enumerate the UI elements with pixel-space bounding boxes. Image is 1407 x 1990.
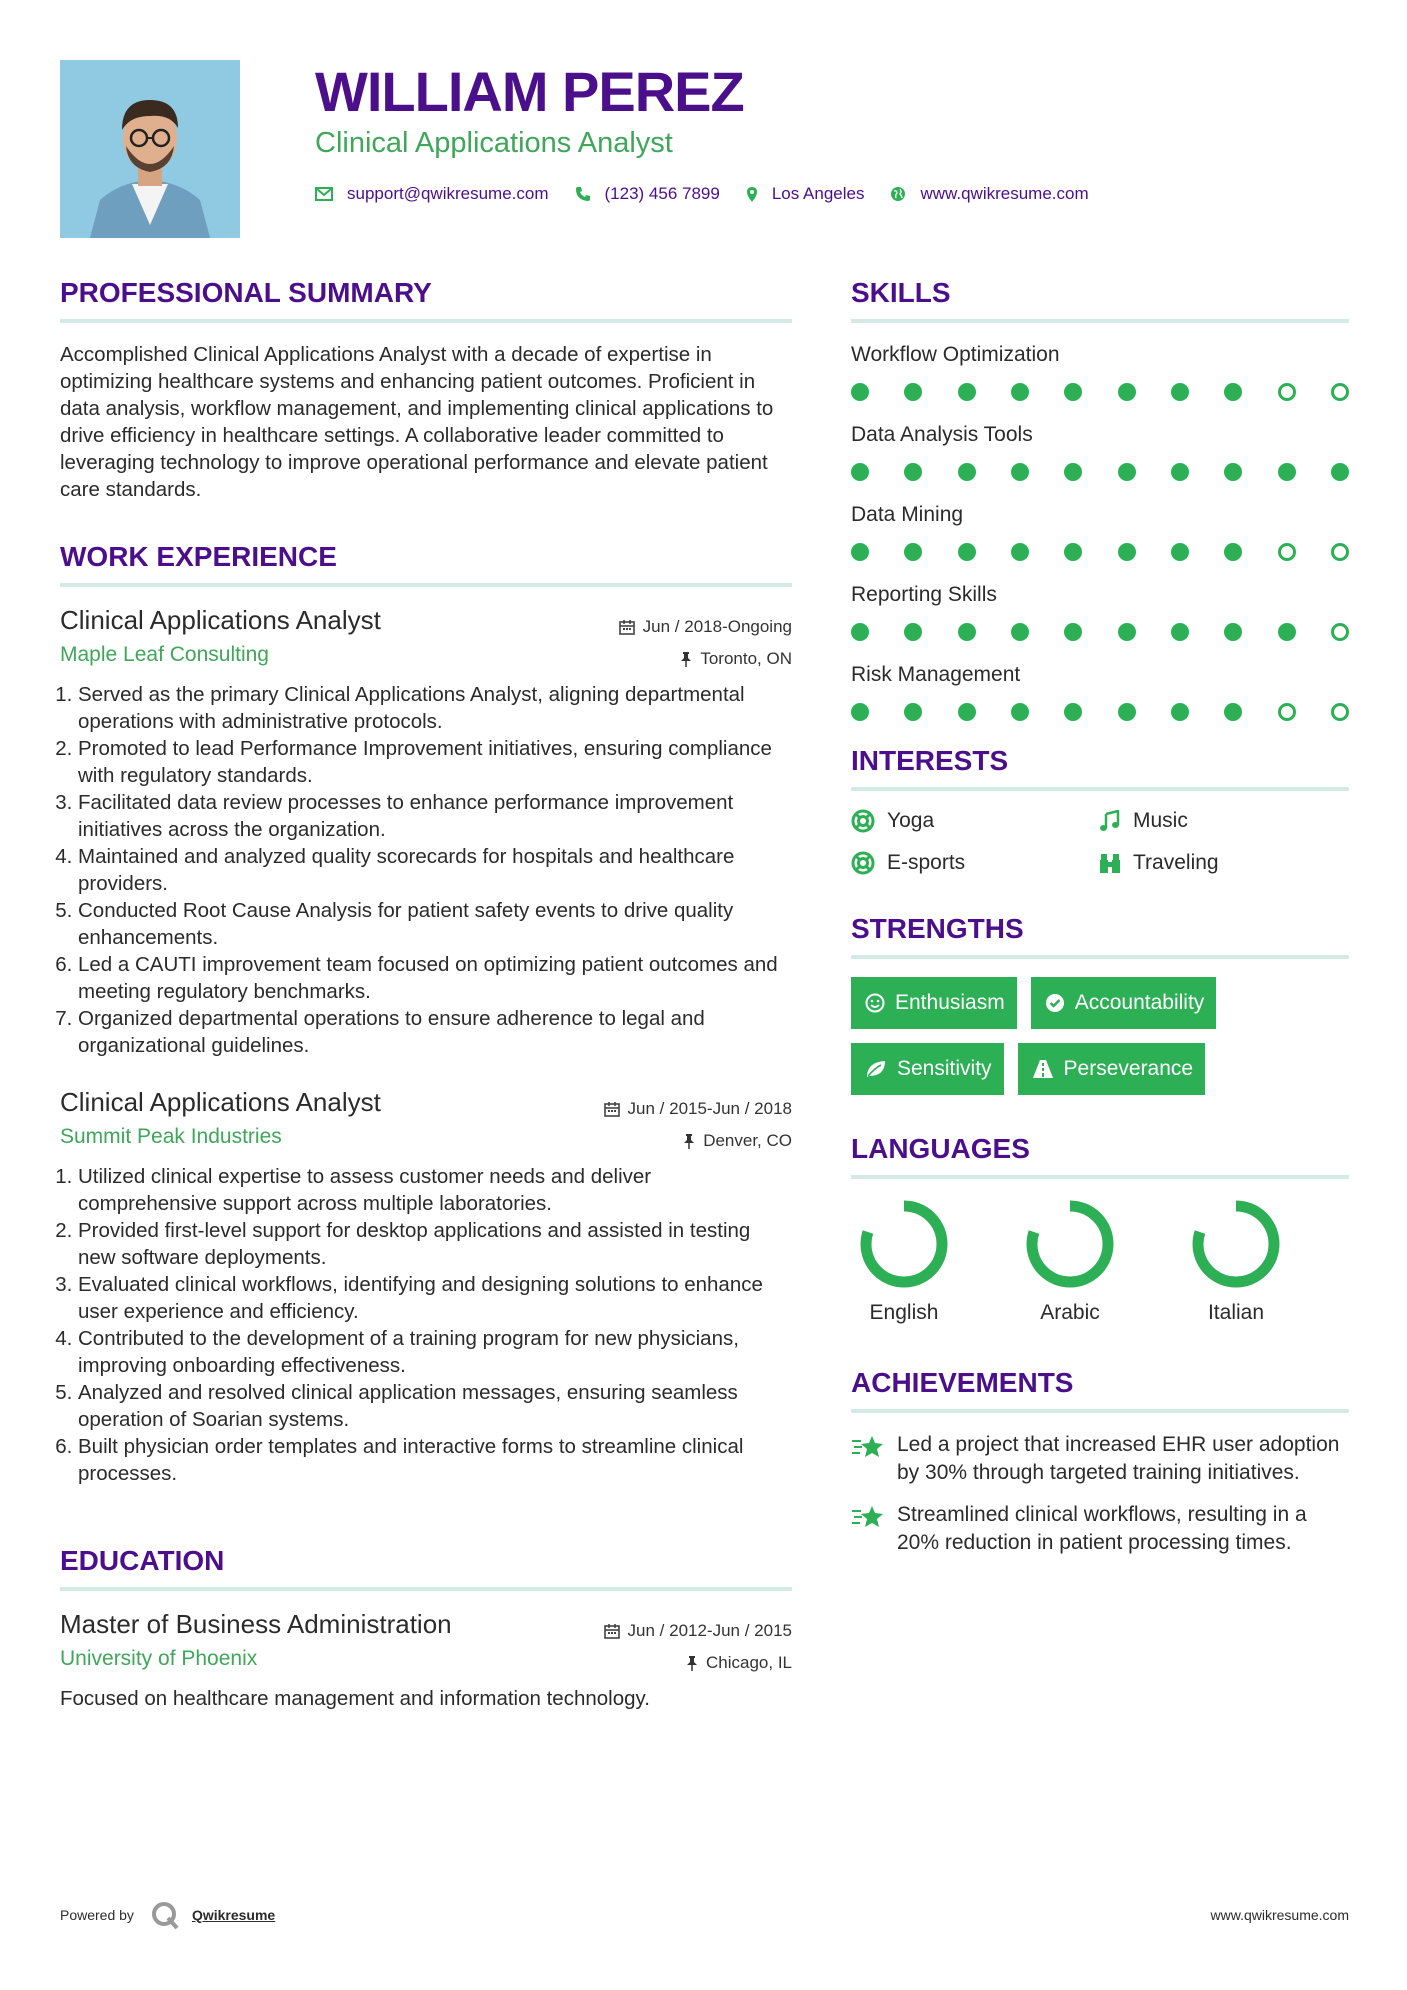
contact-location	[746, 184, 865, 204]
language-proficiency-ring	[1023, 1197, 1117, 1291]
list-item: 6. Built physician order templates and interactive forms to streamline clinical processes.	[78, 1433, 792, 1487]
skill-dot-filled	[1224, 463, 1242, 481]
skill-dot-filled	[1224, 703, 1242, 721]
skill-dot-filled	[1331, 463, 1349, 481]
list-item: 1. Utilized clinical expertise to assess customer needs and deliver comprehensive support across multiple laboratories.	[78, 1163, 792, 1217]
skill-dot-filled	[1064, 543, 1082, 561]
calendar-icon	[604, 1101, 620, 1117]
list-item: 4. Contributed to the development of a training program for new physicians, improving onboarding effectiveness.	[78, 1325, 792, 1379]
skill-dot-filled	[851, 703, 869, 721]
job-dates-text: Jun / 2018-Ongoing	[642, 617, 792, 636]
interests-heading: INTERESTS	[851, 745, 1009, 776]
strength-badge	[851, 1043, 1004, 1095]
achievements-section	[851, 1365, 1349, 1557]
job-title: Clinical Applications Analyst	[60, 605, 381, 635]
job-dates	[604, 1099, 792, 1119]
skill-dot-filled	[851, 383, 869, 401]
list-item: 4. Maintained and analyzed quality scorecards for hospitals and healthcare providers.	[78, 843, 792, 897]
interest-label: Music	[1133, 809, 1188, 832]
pushpin-icon	[680, 651, 692, 667]
skill-rating	[851, 623, 1349, 641]
job-dates	[619, 617, 792, 637]
education-location-text: Chicago, IL	[706, 1653, 792, 1672]
pushpin-icon	[683, 1133, 695, 1149]
skill-dot-filled	[1118, 703, 1136, 721]
skill-dot-filled	[1118, 383, 1136, 401]
skill-dot-filled	[1064, 383, 1082, 401]
list-item: 2. Promoted to lead Performance Improvement initiatives, ensuring compliance with regulatory standards.	[78, 735, 792, 789]
job-company: Summit Peak Industries	[60, 1125, 282, 1148]
school-name: University of Phoenix	[60, 1647, 258, 1670]
strength-label: Sensitivity	[897, 1057, 992, 1080]
skill-rating	[851, 383, 1349, 401]
skill-name: Data Mining	[851, 503, 964, 526]
list-item: 2. Provided first-level support for desktop applications and assisted in testing new software deployments.	[78, 1217, 792, 1271]
pushpin-icon	[686, 1655, 698, 1671]
education-location	[686, 1653, 792, 1673]
language-proficiency-arc	[866, 1206, 942, 1282]
summary-heading: PROFESSIONAL SUMMARY	[60, 277, 432, 308]
list-item: 6. Led a CAUTI improvement team focused on optimizing patient outcomes and meeting regulatory benchmarks.	[78, 951, 792, 1005]
strength-label: Accountability	[1074, 991, 1205, 1014]
leaf-icon	[865, 1059, 887, 1079]
interest-item	[851, 809, 1099, 833]
skill-dot-empty	[1278, 383, 1296, 401]
skill-dot-empty	[1331, 383, 1349, 401]
list-item: 1. Served as the primary Clinical Applications Analyst, aligning departmental operations with administrative protocols.	[78, 681, 792, 735]
skill-dot-filled	[1171, 463, 1189, 481]
skill-dot-filled	[851, 623, 869, 641]
skill-dot-filled	[904, 703, 922, 721]
strengths-list	[851, 977, 1321, 1095]
section-divider	[851, 955, 1349, 959]
skill-dot-empty	[1278, 703, 1296, 721]
skills-section	[851, 275, 1349, 721]
calendar-icon	[604, 1623, 620, 1639]
skill-dot-filled	[1278, 463, 1296, 481]
language-item	[851, 1197, 1017, 1325]
education-dates-text: Jun / 2012-Jun / 2015	[627, 1621, 792, 1640]
list-item: 7. Organized departmental operations to ensure adherence to legal and organizational guidelines.	[78, 1005, 792, 1059]
job-bullets	[60, 1163, 792, 1487]
footer-website[interactable]: www.qwikresume.com	[1210, 1907, 1349, 1923]
summary-text: Accomplished Clinical Applications Analyst with a decade of expertise in optimizing healthcare systems and enhancing patient outcomes. Proficient in data analysis, workflow management, and implementing clinical applications to drive efficiency in healthcare settings. A collaborative leader committed to leveraging technology to improve operational performance and elevate patient care standards.	[60, 343, 774, 501]
achievements-heading: ACHIEVEMENTS	[851, 1367, 1074, 1398]
skill-dot-filled	[1224, 383, 1242, 401]
language-proficiency-arc	[1032, 1206, 1108, 1282]
phone-text: (123) 456 7899	[604, 184, 720, 203]
section-divider	[60, 1587, 792, 1591]
skill-dot-filled	[851, 463, 869, 481]
interests-section	[851, 743, 1349, 875]
strengths-heading: STRENGTHS	[851, 913, 1024, 944]
interest-item	[1099, 851, 1347, 875]
education-heading: EDUCATION	[60, 1545, 225, 1576]
road-icon	[1032, 1059, 1054, 1079]
section-divider	[851, 787, 1349, 791]
job-title: Clinical Applications Analyst	[60, 1087, 381, 1117]
candidate-name: WILLIAM PEREZ	[315, 60, 744, 123]
skills-list	[851, 341, 1349, 721]
job-company: Maple Leaf Consulting	[60, 643, 269, 666]
skill-dot-empty	[1331, 543, 1349, 561]
language-item	[1017, 1197, 1183, 1325]
skill-dot-empty	[1331, 623, 1349, 641]
skill-dot-filled	[1118, 463, 1136, 481]
skill-dot-filled	[1064, 463, 1082, 481]
skill-dot-filled	[958, 383, 976, 401]
achievement-text: Streamlined clinical workflows, resulting in a 20% reduction in patient processing times.	[897, 1503, 1307, 1554]
skill-dot-filled	[958, 543, 976, 561]
globe-icon	[890, 186, 906, 202]
education-dates	[604, 1621, 792, 1641]
job-location-text: Denver, CO	[703, 1131, 792, 1150]
job-location-text: Toronto, ON	[700, 649, 792, 668]
smile-icon	[865, 993, 885, 1013]
left-column	[60, 275, 792, 1712]
languages-list	[851, 1197, 1349, 1325]
work-section	[60, 539, 792, 1487]
strengths-section	[851, 911, 1349, 1095]
strength-badge	[1018, 1043, 1206, 1095]
skill-dot-filled	[904, 463, 922, 481]
list-item: 3. Evaluated clinical workflows, identifying and designing solutions to enhance user experience and efficiency.	[78, 1271, 792, 1325]
skill-rating	[851, 703, 1349, 721]
skill-dot-filled	[1011, 383, 1029, 401]
brand-link[interactable]: Qwikresume	[191, 1907, 276, 1923]
skill-dot-filled	[1011, 703, 1029, 721]
skill-dot-filled	[851, 543, 869, 561]
achievement-item	[851, 1431, 1349, 1487]
music-note-icon	[1099, 810, 1121, 832]
skill-name: Workflow Optimization	[851, 343, 1060, 366]
skill-dot-filled	[1224, 623, 1242, 641]
skill-dot-filled	[1171, 543, 1189, 561]
skill-dot-filled	[958, 703, 976, 721]
person-avatar-icon	[60, 60, 240, 238]
language-item	[1183, 1197, 1349, 1325]
powered-by-text: Powered by	[60, 1907, 134, 1923]
section-divider	[851, 1175, 1349, 1179]
powered-by	[60, 1900, 275, 1930]
interest-label: Yoga	[887, 809, 935, 832]
section-divider	[60, 319, 792, 323]
skill-rating	[851, 463, 1349, 481]
skill-rating	[851, 543, 1349, 561]
work-heading: WORK EXPERIENCE	[60, 541, 337, 572]
calendar-icon	[619, 619, 635, 635]
language-name: Arabic	[1040, 1301, 1100, 1324]
lifebuoy-icon	[851, 851, 875, 875]
achievement-item	[851, 1501, 1349, 1557]
interest-item	[1099, 809, 1347, 833]
skill-dot-filled	[1118, 543, 1136, 561]
skill-dot-filled	[1064, 703, 1082, 721]
skill-dot-filled	[958, 623, 976, 641]
website-text: www.qwikresume.com	[920, 184, 1089, 203]
job-bullets	[60, 681, 792, 1059]
summary-section	[60, 275, 792, 503]
skill-dot-filled	[1171, 703, 1189, 721]
list-item: 5. Conducted Root Cause Analysis for patient safety events to drive quality enhancements.	[78, 897, 792, 951]
section-divider	[851, 1409, 1349, 1413]
strength-label: Enthusiasm	[895, 991, 1005, 1014]
skill-dot-filled	[1064, 623, 1082, 641]
list-item: 5. Analyzed and resolved clinical application messages, ensuring seamless operation of Soarian systems.	[78, 1379, 792, 1433]
skill-dot-filled	[1118, 623, 1136, 641]
job-location	[680, 649, 792, 669]
star-achievement-icon	[851, 1433, 885, 1461]
skill-dot-filled	[1171, 383, 1189, 401]
phone-icon	[575, 186, 591, 202]
strength-label: Perseverance	[1063, 1057, 1194, 1080]
map-pin-icon	[746, 186, 758, 203]
skill-dot-filled	[904, 623, 922, 641]
strength-badge	[851, 977, 1017, 1029]
language-name: English	[869, 1301, 939, 1324]
skill-dot-filled	[1011, 623, 1029, 641]
contact-website[interactable]	[890, 184, 1088, 204]
skill-dot-filled	[1278, 623, 1296, 641]
star-achievement-icon	[851, 1503, 885, 1531]
section-divider	[60, 583, 792, 587]
language-proficiency-arc	[1198, 1206, 1274, 1282]
skill-dot-filled	[1011, 463, 1029, 481]
language-name: Italian	[1207, 1301, 1265, 1324]
skill-name: Data Analysis Tools	[851, 423, 1033, 446]
contact-phone[interactable]	[575, 184, 720, 204]
interest-item	[851, 851, 1099, 875]
email-text: support@qwikresume.com	[347, 184, 549, 203]
skill-dot-empty	[1331, 703, 1349, 721]
contact-email[interactable]	[315, 184, 549, 204]
envelope-icon	[315, 187, 333, 201]
skills-heading: SKILLS	[851, 277, 951, 308]
section-divider	[851, 319, 1349, 323]
language-proficiency-ring	[857, 1197, 951, 1291]
job-entry	[60, 603, 792, 1059]
skill-dot-filled	[904, 383, 922, 401]
check-circle-icon	[1045, 993, 1065, 1013]
resume-header	[315, 60, 1355, 204]
job-dates-text: Jun / 2015-Jun / 2018	[627, 1099, 792, 1118]
skill-dot-filled	[1224, 543, 1242, 561]
job-entry	[60, 1085, 792, 1487]
job-location	[683, 1131, 792, 1151]
skill-name: Reporting Skills	[851, 583, 997, 606]
skill-dot-filled	[1171, 623, 1189, 641]
interest-label: E-sports	[887, 851, 966, 874]
skill-name: Risk Management	[851, 663, 1021, 686]
languages-section	[851, 1131, 1349, 1325]
education-section	[60, 1543, 792, 1712]
achievement-text: Led a project that increased EHR user adoption by 30% through targeted training initiatives.	[897, 1433, 1340, 1484]
skill-dot-filled	[904, 543, 922, 561]
profile-photo	[60, 60, 240, 238]
skill-dot-filled	[958, 463, 976, 481]
education-description: Focused on healthcare management and information technology.	[60, 1687, 650, 1710]
page-footer	[60, 1900, 1349, 1930]
interests-list	[851, 809, 1349, 875]
strength-badge	[1031, 977, 1217, 1029]
qwikresume-logo-icon	[150, 1900, 180, 1930]
candidate-title: Clinical Applications Analyst	[315, 127, 673, 159]
skill-dot-empty	[1278, 543, 1296, 561]
location-text: Los Angeles	[771, 184, 865, 203]
right-column	[851, 275, 1349, 1571]
interest-label: Traveling	[1133, 851, 1219, 874]
language-proficiency-ring	[1189, 1197, 1283, 1291]
contact-bar	[315, 184, 1355, 204]
skill-dot-filled	[1011, 543, 1029, 561]
list-item: 3. Facilitated data review processes to enhance performance improvement initiatives across the organization.	[78, 789, 792, 843]
languages-heading: LANGUAGES	[851, 1133, 1030, 1164]
degree-title: Master of Business Administration	[60, 1609, 452, 1639]
lifebuoy-icon	[851, 809, 875, 833]
binoculars-icon	[1099, 852, 1121, 874]
